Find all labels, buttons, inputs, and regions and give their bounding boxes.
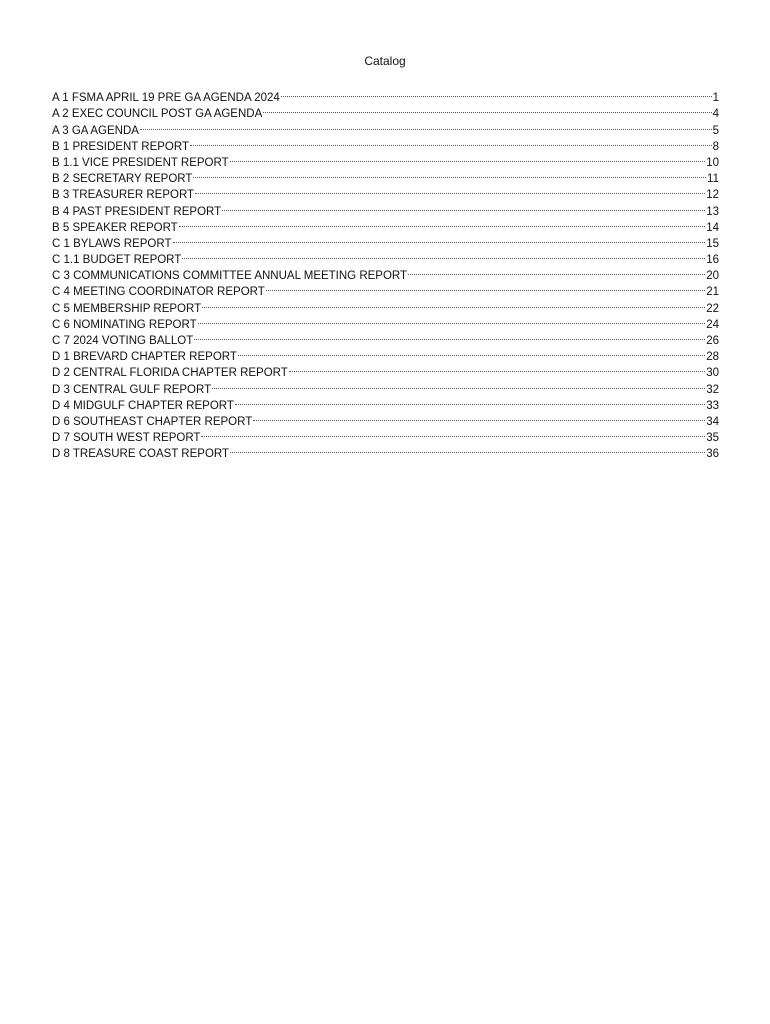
toc-entry-label: D 8 TREASURE COAST REPORT xyxy=(52,448,230,461)
toc-entry[interactable] xyxy=(52,134,719,153)
toc-entry-label: B 1 PRESIDENT REPORT xyxy=(52,140,189,153)
toc-entry-label: D 1 BREVARD CHAPTER REPORT xyxy=(52,351,237,364)
toc-page-number: 10 xyxy=(706,156,719,169)
toc-entry-label: C 1.1 BUDGET REPORT xyxy=(52,254,182,267)
dot-leader xyxy=(173,231,706,247)
toc-page-number: 35 xyxy=(706,432,719,445)
toc-entry-label: C 1 BYLAWS REPORT xyxy=(52,237,172,250)
toc-entry-label: B 5 SPEAKER REPORT xyxy=(52,221,178,234)
toc-entry-label: B 3 TREASURER REPORT xyxy=(52,189,195,202)
dot-leader xyxy=(201,425,705,441)
dot-leader xyxy=(222,198,705,214)
toc-entry-label: C 7 2024 VOTING BALLOT xyxy=(52,335,194,347)
toc-page-number: 1 xyxy=(712,92,719,105)
toc-page-number: 21 xyxy=(706,286,719,299)
toc-entry-label: A 3 GA AGENDA xyxy=(52,124,139,137)
toc-page-number: 11 xyxy=(707,173,719,186)
toc-page-number: 36 xyxy=(706,448,719,461)
dot-leader xyxy=(289,360,705,376)
dot-leader xyxy=(408,263,705,279)
toc-page-number: 20 xyxy=(706,270,719,283)
toc-page-number: 5 xyxy=(712,124,719,137)
dot-leader xyxy=(182,247,705,263)
toc-entry-label: C 3 COMMUNICATIONS COMMITTEE ANNUAL MEETING REPORT xyxy=(52,270,408,283)
toc-page-number: 33 xyxy=(706,399,719,412)
toc-entry-label: D 4 MIDGULF CHAPTER REPORT xyxy=(52,399,234,412)
toc-page-number: 24 xyxy=(706,318,719,331)
dot-leader xyxy=(193,166,706,182)
toc-entry-label: B 2 SECRETARY REPORT xyxy=(52,173,193,186)
toc-entry-label: A 1 FSMA APRIL 19 PRE GA AGENDA 2024 xyxy=(52,92,280,105)
toc-page-number: 32 xyxy=(706,383,719,396)
toc-page-number: 30 xyxy=(706,367,719,380)
dot-leader xyxy=(198,312,706,328)
toc-entry-label: C 6 NOMINATING REPORT xyxy=(52,318,197,331)
toc-entry-label: D 6 SOUTHEAST CHAPTER REPORT xyxy=(52,415,253,428)
toc-entry[interactable] xyxy=(52,117,719,137)
toc-page-number: 8 xyxy=(712,140,719,153)
toc-entry[interactable] xyxy=(52,85,719,105)
toc-entry-label: B 4 PAST PRESIDENT REPORT xyxy=(52,205,222,218)
toc-page-number: 4 xyxy=(712,108,719,121)
toc-page-number: 13 xyxy=(706,205,719,218)
dot-leader xyxy=(281,85,712,101)
toc-page-number: 12 xyxy=(706,189,719,202)
dot-leader xyxy=(238,344,705,360)
toc-page-number: 15 xyxy=(706,237,719,250)
toc-page-number: 28 xyxy=(706,351,719,364)
dot-leader xyxy=(212,376,705,392)
toc-entry-label: D 2 CENTRAL FLORIDA CHAPTER REPORT xyxy=(52,367,288,380)
toc-entry-label: A 2 EXEC COUNCIL POST GA AGENDA xyxy=(52,108,263,121)
dot-leader xyxy=(140,117,712,133)
toc-page-number: 22 xyxy=(706,302,719,315)
dot-leader xyxy=(190,134,712,150)
toc-page-number: 34 xyxy=(706,415,719,428)
table-of-contents xyxy=(52,85,719,461)
dot-leader xyxy=(235,393,705,409)
toc-entry-label: C 4 MEETING COORDINATOR REPORT xyxy=(52,286,265,299)
dot-leader xyxy=(266,279,705,295)
dot-leader xyxy=(253,409,705,425)
toc-page-number: 14 xyxy=(706,221,719,234)
toc-page-number: 26 xyxy=(706,335,719,347)
dot-leader xyxy=(230,150,706,166)
toc-entry-label: C 5 MEMBERSHIP REPORT xyxy=(52,302,202,315)
toc-entry-label: B 1.1 VICE PRESIDENT REPORT xyxy=(52,156,229,169)
dot-leader xyxy=(263,101,711,117)
dot-leader xyxy=(202,295,705,311)
dot-leader xyxy=(194,328,705,344)
page-title: Catalog xyxy=(364,54,406,68)
dot-leader xyxy=(195,182,705,198)
toc-entry-label: D 3 CENTRAL GULF REPORT xyxy=(52,383,212,396)
toc-entry-label: D 7 SOUTH WEST REPORT xyxy=(52,432,201,445)
dot-leader xyxy=(179,215,706,231)
toc-page-number: 16 xyxy=(706,254,719,267)
dot-leader xyxy=(230,441,705,457)
